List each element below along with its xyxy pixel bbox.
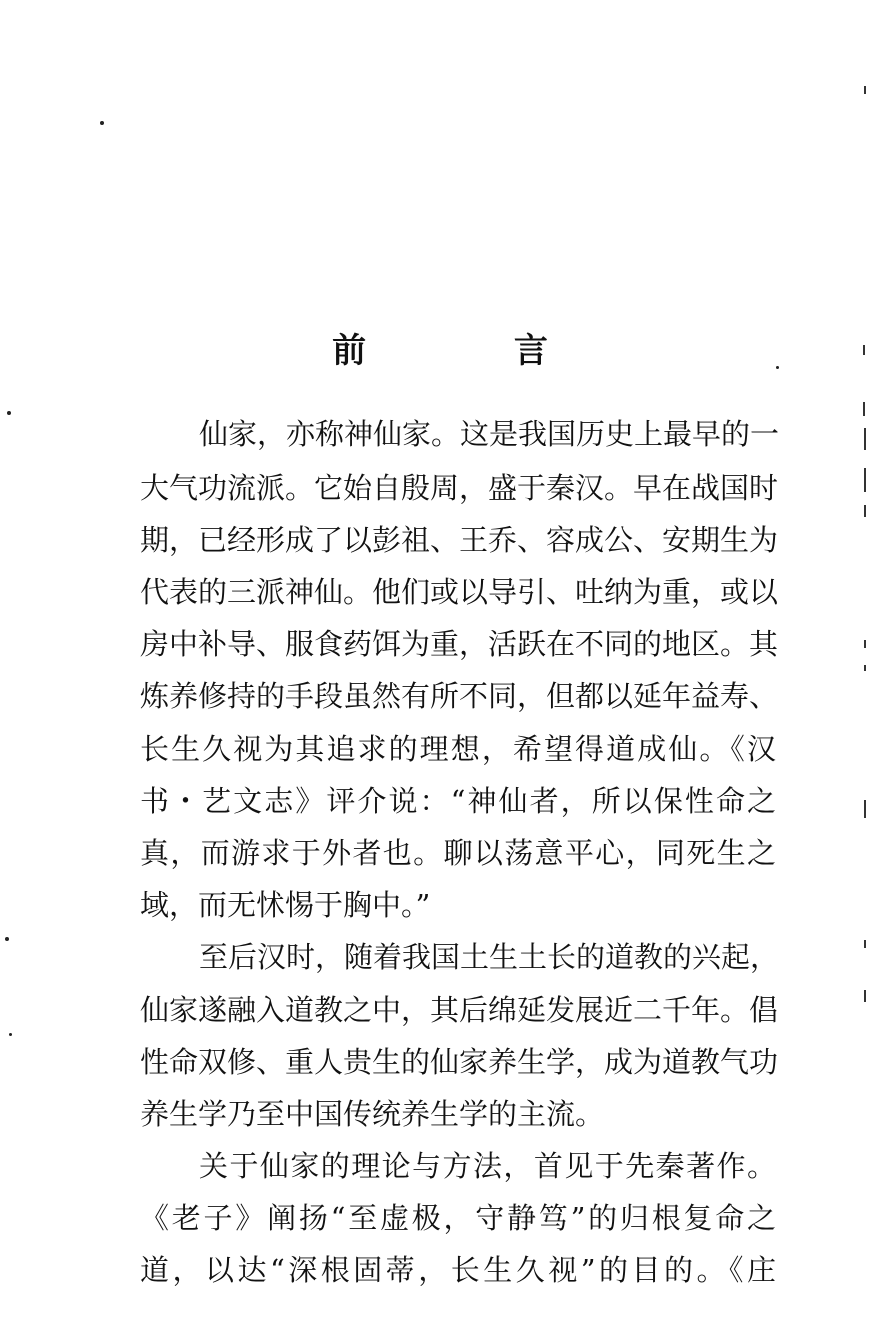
scan-edge-mark [864,505,866,517]
scan-speck [7,411,11,415]
text-line: 炼养修持的手段虽然有所不同，但都以延年益寿、 [140,679,779,713]
scan-edge-mark [863,402,865,416]
text-line: 期，已经形成了以彭祖、王乔、容成公、安期生为 [140,523,779,557]
text-line: 代表的三派神仙。他们或以导引、吐纳为重，或以 [140,575,779,609]
scan-edge-mark [864,640,866,648]
text-line: 养生学乃至中国传统养生学的主流。 [140,1097,605,1131]
scan-edge-mark [864,86,866,94]
text-line: 仙家，亦称神仙家。这是我国历史上最早的一 [199,417,780,451]
scan-speck [5,937,9,941]
text-line: 仙家遂融入道教之中，其后绵延发展近二千年。倡 [140,993,779,1027]
scan-edge-mark [864,990,866,1002]
scan-edge-mark [864,800,866,818]
scan-speck [9,1033,12,1036]
text-line: 域，而无怵惕于胸中。” [140,888,431,922]
text-line: 性命双修、重人贵生的仙家养生学，成为道教气功 [140,1045,779,1079]
text-line: 至后汉时，随着我国土生土长的道教的兴起， [199,940,780,974]
text-line: 关于仙家的理论与方法，首见于先秦著作。 [199,1149,776,1183]
text-line: 真，而游求于外者也。聊以荡意平心，同死生之 [140,836,776,870]
text-line: 房中补导、服食药饵为重，活跃在不同的地区。其 [140,627,779,661]
text-line: 大气功流派。它始自殷周，盛于秦汉。早在战国时 [140,471,779,505]
text-line: 长生久视为其追求的理想，希望得道成仙。《汉 [140,732,776,766]
scan-edge-mark [864,428,866,450]
scan-edge-mark [864,468,866,492]
text-line: 《老子》阐扬“至虚极，守静笃”的归根复命之 [140,1201,776,1235]
text-line: 书・艺文志》评介说：“神仙者，所以保性命之 [140,784,776,818]
scan-speck [100,121,104,125]
scan-edge-mark [864,665,866,671]
scan-edge-mark [864,940,866,948]
page-title: 前 言 [332,331,616,371]
text-line: 道，以达“深根固蒂，长生久视”的目的。《庄 [140,1253,776,1287]
